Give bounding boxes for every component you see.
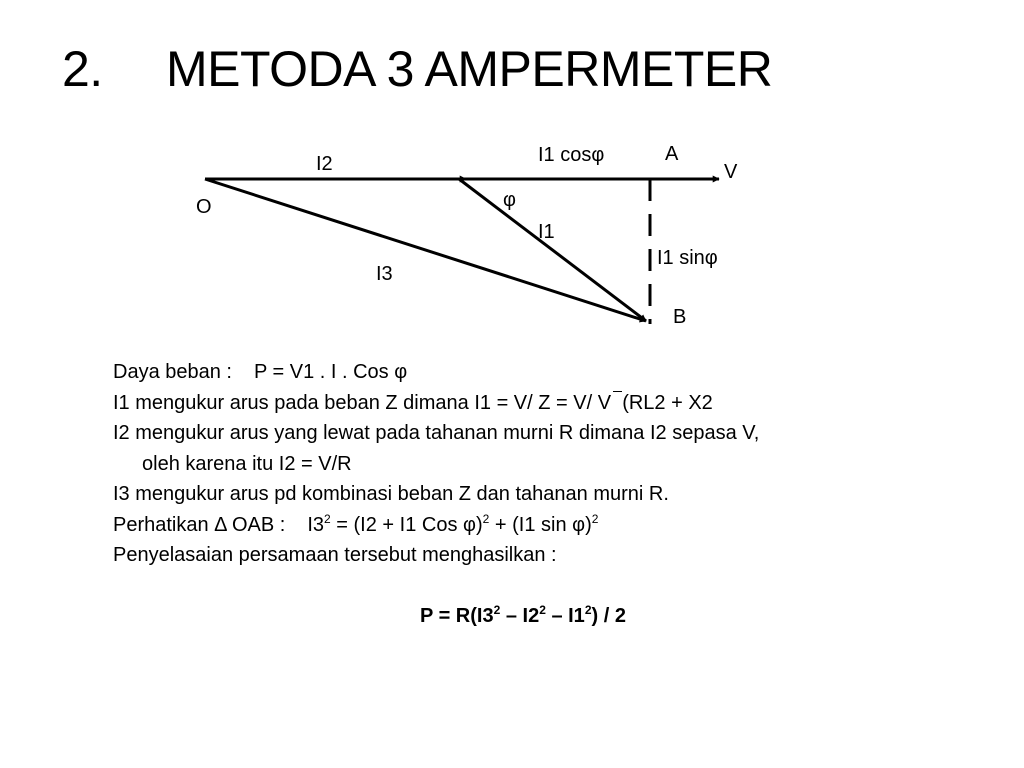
result-formula: $P = R(I3^2 - I2^2 - I1^2) / 2$ <box>420 603 626 627</box>
label-o: O <box>196 196 212 218</box>
phasor-diagram <box>0 0 1024 350</box>
explanation-text <box>113 357 993 632</box>
vector-i1 <box>459 179 646 321</box>
title-number: 2. <box>62 41 103 97</box>
label-v: V <box>724 161 738 183</box>
label-b: B <box>673 306 687 328</box>
label-i2: I2 <box>316 153 333 175</box>
i3-line: I3 mengukur arus pd kombinasi beban Z dan tahanan murni R. <box>113 483 669 505</box>
solution-intro-line: Penyelasaian persamaan tersebut menghasilkan : <box>113 544 557 566</box>
label-i1-cos: I1 cosφ <box>538 144 605 166</box>
i2-line-continued: oleh karena itu I2 = V/R <box>142 452 352 475</box>
title-text: METODA 3 AMPERMETER <box>166 41 773 97</box>
label-i3: I3 <box>376 263 393 285</box>
label-a: A <box>665 143 679 165</box>
vector-i3 <box>205 179 646 321</box>
label-i1: I1 <box>538 221 555 243</box>
label-i1-sin: I1 sinφ <box>657 247 718 269</box>
label-phi: φ <box>503 189 516 211</box>
i2-line: I2 mengukur arus yang lewat pada tahanan murni R dimana I2 sepasa V, <box>113 422 760 444</box>
overbar-mark <box>611 388 622 419</box>
power-formula-line: Daya beban : P = V1 . I . Cos φ <box>113 361 408 383</box>
triangle-equation-line: Perhatikan Δ OAB : $I3^2 = (I2 + I1$ Cos φ)$^2$ + (I1 sin φ)$^2$ <box>113 511 599 536</box>
i1-line: I1 mengukur arus pada beban Z dimana I1 = V/ Z = V/ V (RL2 + X2 <box>113 388 993 419</box>
